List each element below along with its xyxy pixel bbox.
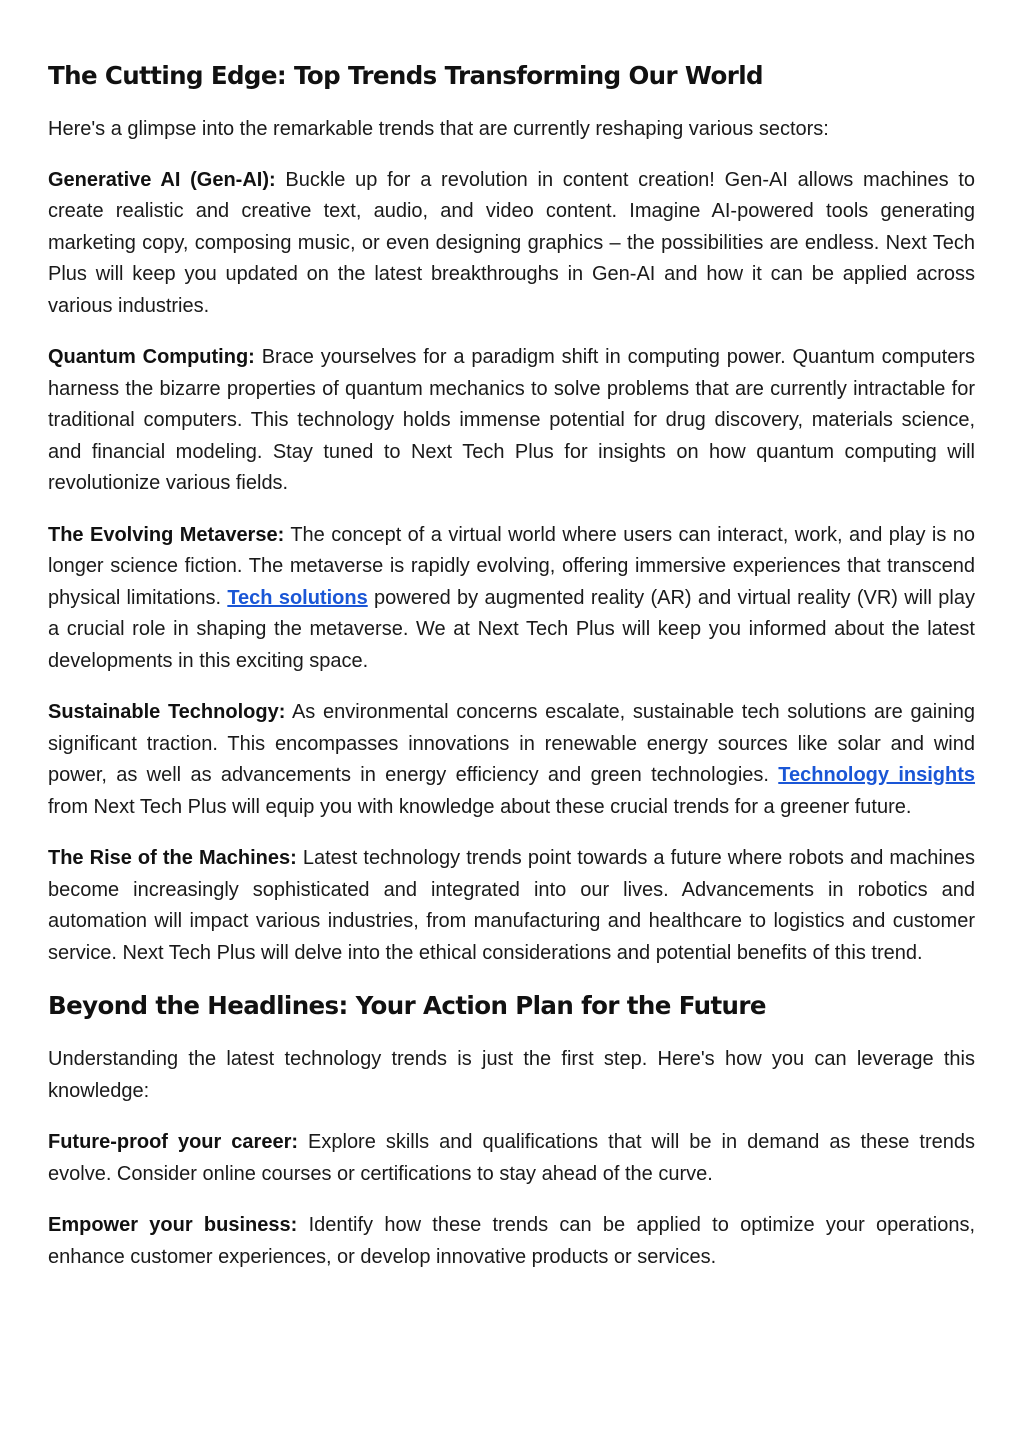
section-heading-trends: The Cutting Edge: Top Trends Transforming Our World bbox=[48, 61, 763, 90]
intro-paragraph: Here's a glimpse into the remarkable trends that are currently reshaping various sectors: bbox=[48, 118, 829, 140]
trend-title: Sustainable Technology: bbox=[48, 701, 286, 723]
trend-text: from Next Tech Plus will equip you with knowledge about these crucial trends for a greener future. bbox=[48, 795, 912, 818]
trend-title: The Evolving Metaverse: bbox=[48, 523, 285, 546]
trend-text: Latest technology trends point towards a future where robots and machines become increasingly sophisticated and integrated into our lives. Advancements in robotics and automation will impact various industries, from manufacturing and healthcare to logistics and customer service. Next Tech Plus will delve into the ethical considerations and potential benefits of this trend. bbox=[48, 847, 976, 964]
trend-text: As environmental concerns escalate, sustainable tech solutions are gaining significant traction. This encompasses innovations in renewable energy sources like solar and wind power, as well as advancements in energy efficiency and green technologies. bbox=[48, 701, 976, 786]
technology-insights-link[interactable]: Technology insights bbox=[778, 764, 976, 786]
action-title: Future-proof your career: bbox=[48, 1131, 299, 1153]
action-title: Empower your business: bbox=[48, 1214, 298, 1236]
tech-solutions-link[interactable]: Tech solutions bbox=[227, 586, 368, 609]
action-text: Explore skills and qualifications that will be in demand as these trends evolve. Consider online courses or certifications to stay ahead of the curve. bbox=[48, 1131, 975, 1185]
action-intro-paragraph: Understanding the latest technology trends is just the first step. Here's how you can leverage this knowledge: bbox=[48, 1048, 975, 1102]
trend-rise-of-machines bbox=[48, 843, 975, 969]
trend-quantum-computing bbox=[48, 342, 975, 500]
section-heading-action-plan: Beyond the Headlines: Your Action Plan for the Future bbox=[48, 991, 766, 1020]
trend-title: Quantum Computing: bbox=[48, 346, 255, 368]
trend-text: Buckle up for a revolution in content creation! Gen-AI allows machines to create realistic and creative text, audio, and video content. Imagine AI-powered tools generating marketing copy, composing music, or even designing graphics – the possibilities are endless. Next Tech Plus will keep you updated on the latest breakthroughs in Gen-AI and how it can be applied across various industries. bbox=[48, 168, 976, 317]
trend-gen-ai bbox=[48, 165, 975, 323]
action-business bbox=[48, 1210, 975, 1273]
trend-title: Generative AI (Gen-AI): bbox=[48, 168, 276, 191]
action-career bbox=[48, 1127, 975, 1190]
trend-title: The Rise of the Machines: bbox=[48, 847, 297, 869]
trend-text: Brace yourselves for a paradigm shift in computing power. Quantum computers harness the bizarre properties of quantum mechanics to solve problems that are currently intractable for traditional computers. This technology holds immense potential for drug discovery, materials science, and financial modeling. Stay tuned to Next Tech Plus for insights on how quantum computing will revolutionize various fields. bbox=[48, 346, 975, 494]
trend-text: powered by augmented reality (AR) and virtual reality (VR) will play a crucial role in shaping the metaverse. We at Next Tech Plus will keep you informed about the latest developments in this exciting space. bbox=[48, 586, 975, 672]
article bbox=[48, 56, 975, 1273]
trend-metaverse bbox=[48, 520, 975, 678]
trend-text: The concept of a virtual world where users can interact, work, and play is no longer science fiction. The metaverse is rapidly evolving, offering immersive experiences that transcend physical limitations. bbox=[48, 523, 975, 609]
trend-sustainable-technology bbox=[48, 697, 975, 823]
action-text: Identify how these trends can be applied to optimize your operations, enhance customer experiences, or develop innovative products or services. bbox=[48, 1214, 975, 1268]
